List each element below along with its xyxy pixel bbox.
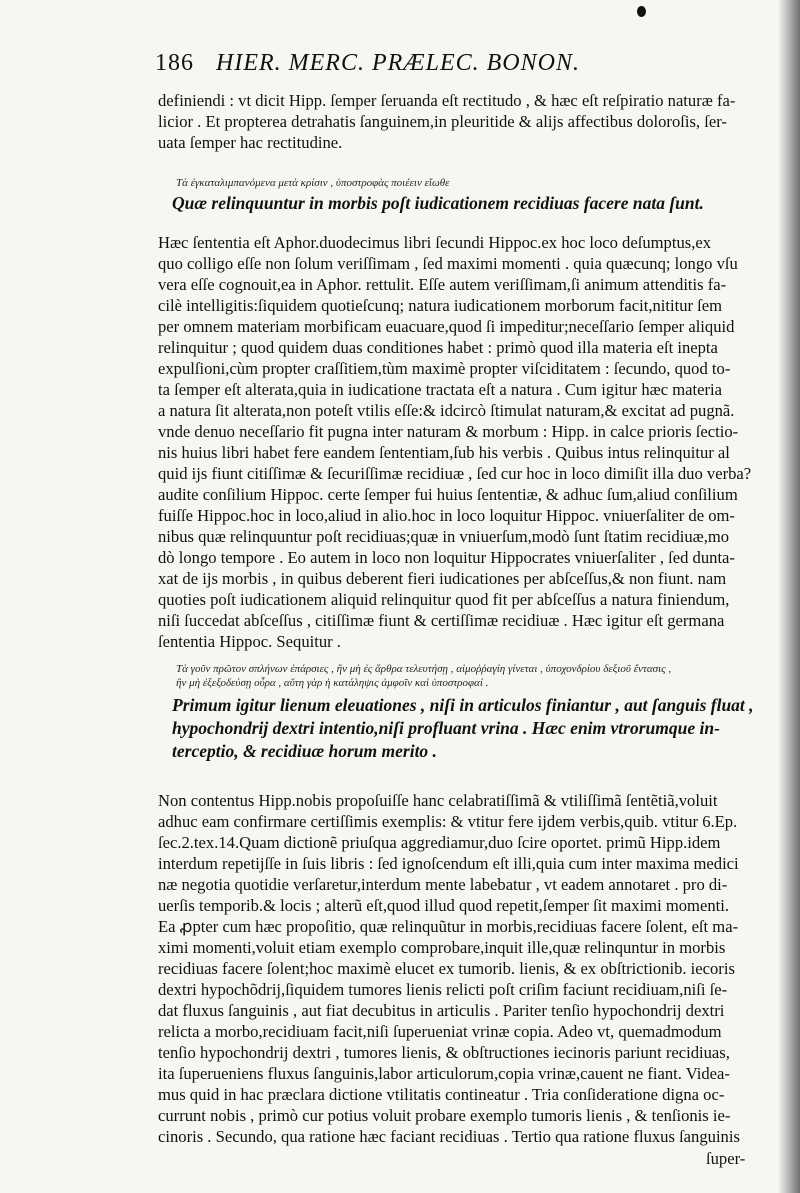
text-line: næ negotia quotidie verſaretur,interdum mente labebatur , vt eadem annotaret . pro di-	[158, 875, 728, 894]
text-line: a natura ſit alterata,non poteſt vtilis eſſe:& idcircò ſtimulat naturam,& excitat ad pugnã.	[158, 401, 735, 420]
text-line: audite conſilium Hippoc. certe ſemper fui huius ſententiæ, & adhuc ſum,aliud conſilium	[158, 485, 738, 504]
text-line: xat de ijs morbis , in quibus deberent fieri iudicationes per abſceſſus,& non fiunt. nam	[158, 569, 727, 588]
text-line: ximi momenti,voluit etiam exemplo comprobare,inquit ille,quæ relinquntur in morbis	[158, 938, 726, 957]
latin-aphorism-1	[172, 192, 780, 215]
text-line: relicta a morbo,recidiuam facit,niſi ſuperueniat vrinæ copia. Adeo vt, quemadmodum	[158, 1022, 722, 1041]
text-line: nis huius libri habet fere eandem ſententiam,ſub his verbis . Quibus intus relinquitur al	[158, 443, 730, 462]
text-line: currunt nobis , primò cur potius voluit probare exemplo tumoris lienis , & tenſionis ie-	[158, 1106, 731, 1125]
text-line: uata ſemper hac rectitudine.	[158, 133, 343, 152]
catchword-text: ſuper-	[706, 1149, 746, 1168]
text-line: cinoris . Secundo, qua ratione hæc faciant recidiuas . Tertio qua ratione fluxus ſanguinis	[158, 1127, 740, 1146]
page-number: 186	[155, 50, 194, 76]
text-line: interdum repetijſſe in ſuis libris : ſed ignoſcendum eſt illi,quia cum inter maxima medici	[158, 854, 739, 873]
text-line: definiendi : vt dicit Hipp. ſemper ſeruanda eſt rectitudo , & hæc eſt reſpiratio naturæ fa-	[158, 91, 736, 110]
aphorism-line: Quæ relinquuntur in morbis poſt iudicationem recidiuas facere nata ſunt.	[172, 193, 704, 213]
running-header: HIER. MERC. PRÆLEC. BONON.	[216, 50, 580, 76]
text-line: tenſio hypochondrij dextri , tumores lienis, & obſtructiones iecinoris pariunt recidiuas,	[158, 1043, 730, 1062]
text-line: niſi ſuccedat abſceſſus , citiſſimæ fiunt & certiſſimæ recidiuæ . Hæc igitur eſt germana	[158, 611, 725, 630]
paragraph-2	[158, 232, 766, 652]
aphorism-line: terceptio, & recidiuæ horum merito .	[172, 741, 437, 761]
text-line: per omnem materiam morbificam euacuare,quod ſi impeditur;neceſſario ſemper aliquid	[158, 317, 735, 336]
text-line: Ea ꝓpter cum hæc propoſitio, quæ relinquũtur in morbis,recidiuas facere ſolent, eſt ma-	[158, 917, 739, 936]
text-line: nibus quæ relinquuntur poſt recidiuas;quæ in vniuerſum,modò ſunt ſtatim recidiuæ,mo	[158, 527, 730, 546]
ink-blot	[637, 6, 646, 17]
text-line: fuiſſe Hippoc.hoc in loco,aliud in alio.hoc in loco loquitur Hippoc. vniuerſaliter de om-	[158, 506, 735, 525]
text-line: dò longo tempore . Eo autem in loco non loquitur Hippocrates vniuerſaliter , ſed dunta-	[158, 548, 735, 567]
text-line: Hæc ſententia eſt Aphor.duodecimus libri ſecundi Hippoc.ex hoc loco deſumptus,ex	[158, 233, 712, 252]
text-line: dextri hypochõdrij,ſiquidem tumores lienis relicti poſt criſim faciunt recidiuam,niſi ſe-	[158, 980, 728, 999]
greek-aphorism-2	[176, 662, 784, 690]
greek-line: ἢν μὴ ἐξεξοδεύσῃ οὖρα , αὕτη γὰρ ἡ κατάληψις ἀμφοῖν καὶ ὑποστροφαί .	[176, 677, 489, 689]
paragraph-3	[158, 790, 766, 1147]
text-line: relinquitur ; quod quidem duas conditiones habet : primò quod illa materia eſt inepta	[158, 338, 718, 357]
page-header	[155, 50, 755, 77]
text-line: licior . Et propterea detrahatis ſanguinem,in pleuritide & alijs affectibus doloroſis, ſer-	[158, 112, 727, 131]
text-line: quoties poſt iudicationem aliquid relinquitur quod fit per abſceſſus a natura finiendum,	[158, 590, 730, 609]
text-line: vnde denuo neceſſario fit pugna inter naturam & morbum : Hipp. in calce prioris ſectio-	[158, 422, 739, 441]
latin-aphorism-2	[172, 694, 780, 763]
text-line: vera eſſe cognouit,ea in Aphor. rettulit. Eſſe autem veriſſimam,ſi animum attenditis fa-	[158, 275, 727, 294]
page-edge-shadow	[778, 0, 800, 1193]
text-line: mus quid in hac præclara dictione vtilitatis contineatur . Tria conſideratione digna oc-	[158, 1085, 725, 1104]
text-line: ta ſemper eſt alterata,quia in iudicatione tractata eſt a natura . Cum igitur hæc materia	[158, 380, 722, 399]
text-line: Non contentus Hipp.nobis propoſuiſſe hanc celabratiſſimã & vtiliſſimã ſentẽtiã,voluit	[158, 791, 718, 810]
paragraph-1	[158, 90, 766, 153]
text-line: quid ijs fiunt citiſſimæ & ſecuriſſimæ recidiuæ , ſed cur hoc in loco dimiſit illa duo verba?	[158, 464, 752, 483]
text-line: ita ſuperueniens fluxus ſanguinis,labor articulorum,copia vrinæ,cauent ne fiant. Videa-	[158, 1064, 730, 1083]
text-line: quo colligo eſſe non ſolum veriſſimam , ſed maximi momenti . quia quæcunq; longo vſu	[158, 254, 738, 273]
catchword	[706, 1148, 766, 1169]
greek-aphorism-1	[176, 176, 784, 190]
aphorism-line: Primum igitur lienum eleuationes , niſi in articulos finiantur , aut ſanguis fluat ,	[172, 695, 754, 715]
text-line: uerſis temporib.& locis ; alterũ eſt,quod illud quod repetit,ſemper ſit maximi momenti.	[158, 896, 729, 915]
text-line: ſec.2.tex.14.Quam dictionẽ priuſqua aggrediamur,duo ſcire oportet. primũ Hipp.idem	[158, 833, 721, 852]
greek-line: Τὰ γοῦν πρῶτον σπλήνων ἐπάρσιες , ἢν μὴ ἐς ἄρθρα τελευτήσῃ , αἱμοῤῥαγίη γίνεται , ὑποχονδρίου δεξιοῦ ἔντασις ,	[176, 663, 672, 675]
text-line: cilè intelligitis:ſiquidem quotieſcunq; natura iudicationem morborum facit,nititur ſem	[158, 296, 723, 315]
text-line: adhuc eam confirmare certiſſimis exemplis: & vtitur fere ijdem verbis,quib. vtitur 6.Ep.	[158, 812, 738, 831]
aphorism-line: hypochondrij dextri intentio,niſi profluant vrina . Hæc enim vtrorumque in-	[172, 718, 720, 738]
text-line: expulſioni,cùm propter craſſitiem,tùm maximè propter viſciditatem : ſecundo, quod to-	[158, 359, 731, 378]
text-line: ſententia Hippoc. Sequitur .	[158, 632, 341, 651]
text-line: recidiuas facere ſolent;hoc maximè elucet ex tumorib. lienis, & ex obſtrictionib. iecoris	[158, 959, 735, 978]
text-line: dat fluxus ſanguinis , aut fiat decubitus in articulis . Pariter tenſio hypochondrij dextri	[158, 1001, 725, 1020]
greek-line: Τὰ ἐγκαταλιμπανόμενα μετὰ κρίσιν , ὑποστροφὰς ποιέειν εἴωθε	[176, 177, 450, 189]
